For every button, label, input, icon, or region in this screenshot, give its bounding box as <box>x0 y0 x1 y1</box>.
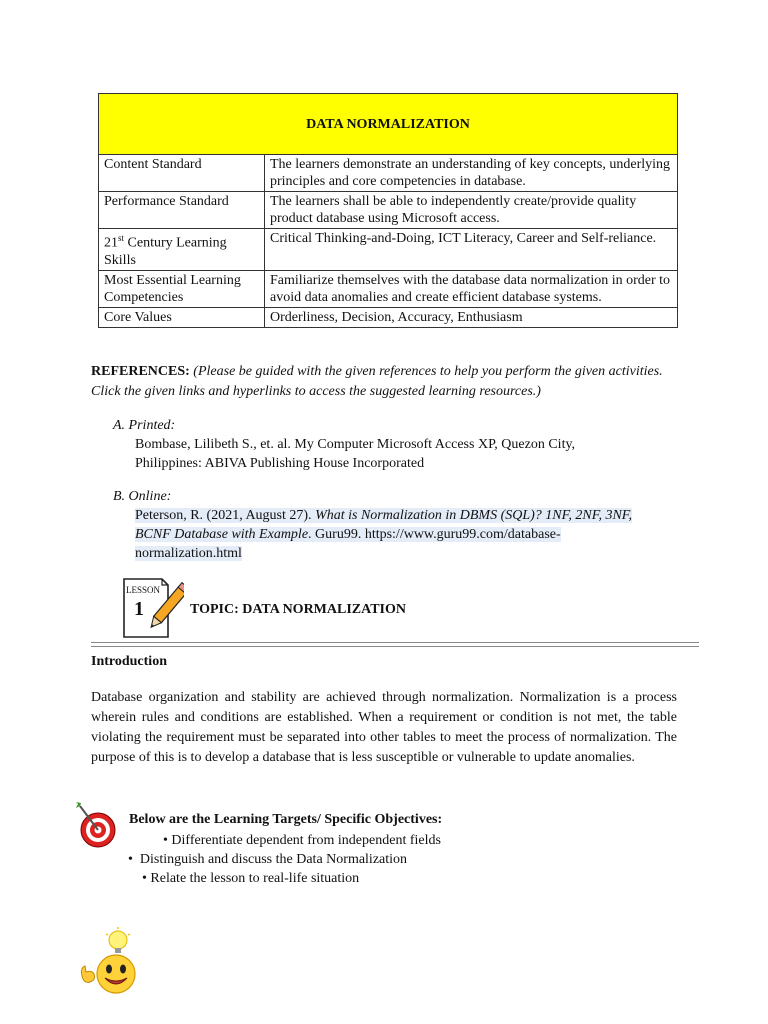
list-item: • Differentiate dependent from independent fields <box>163 833 441 848</box>
table-row <box>99 192 678 229</box>
table-row <box>99 270 678 307</box>
table-row <box>99 307 678 327</box>
row-label: Performance Standard <box>99 192 265 229</box>
topic-heading: TOPIC: DATA NORMALIZATION <box>190 602 406 617</box>
table-title: DATA NORMALIZATION <box>99 94 678 155</box>
row-label: Core Values <box>99 307 265 327</box>
lesson-notebook-icon <box>120 575 184 639</box>
list-item-text: Distinguish and discuss the Data Normalization <box>139 852 408 867</box>
citation-author: Peterson, R. (2021, August 27). <box>135 508 316 523</box>
divider <box>91 642 699 643</box>
citation-link[interactable]: . Guru99. https://www.guru99.com/database-normalization.html <box>135 527 561 561</box>
lesson-badge-text: LESSON <box>126 585 161 595</box>
row-value: The learners shall be able to independently create/provide quality product database using Microsoft access. <box>265 192 678 229</box>
list-item-text: Differentiate dependent from independent fields <box>171 833 441 848</box>
row-value: Orderliness, Decision, Accuracy, Enthusiasm <box>265 307 678 327</box>
introduction-body: Database organization and stability are achieved through normalization. Normalization is a process wherein rules and conditions are established. When a requirement or condition is not met, the table violating the requirement must be separated into other tables to meet the process of normalization. The purpose of this is to develop a database that is less susceptible or vulnerable to update anomalies. <box>91 690 677 765</box>
label-superscript: st <box>118 233 125 243</box>
table-row <box>99 155 678 192</box>
label-number: 21 <box>104 235 118 251</box>
references-note: (Please be guided with the given references to help you perform the given activities. Click the given links and hyperlinks to access the suggested learning resources.) <box>91 364 663 399</box>
printed-label: A. Printed: <box>113 418 176 433</box>
standards-table <box>98 93 678 328</box>
smiley-idea-icon <box>72 926 142 1000</box>
list-item: • Distinguish and discuss the Data Normalization <box>128 852 408 867</box>
references-paragraph <box>91 362 691 402</box>
row-value: Familiarize themselves with the database data normalization in order to avoid data anomalies and create efficient database systems. <box>265 270 678 307</box>
online-label: B. Online: <box>113 489 172 504</box>
introduction-heading: Introduction <box>91 654 167 669</box>
label-text: Century Learning Skills <box>104 235 227 268</box>
printed-reference <box>113 416 653 473</box>
divider <box>91 646 699 647</box>
online-reference <box>113 487 653 563</box>
online-citation[interactable] <box>113 506 653 563</box>
citation-title[interactable]: What is Normalization in DBMS (SQL)? 1NF, 2NF, 3NF, BCNF Database with Example <box>135 508 633 542</box>
row-value: Critical Thinking-and-Doing, ICT Literacy, Career and Self-reliance. <box>265 229 678 271</box>
target-icon <box>72 798 120 850</box>
row-label: Content Standard <box>99 155 265 192</box>
lesson-number: 1 <box>134 598 144 620</box>
list-item-text: Relate the lesson to real-life situation <box>150 871 360 886</box>
printed-line: Philippines: ABIVA Publishing House Incorporated <box>135 456 425 471</box>
references-heading: REFERENCES: <box>91 364 190 379</box>
learning-targets-heading: Below are the Learning Targets/ Specific Objectives: <box>129 812 443 827</box>
row-label <box>99 229 265 271</box>
list-item: • Relate the lesson to real-life situation <box>142 871 360 886</box>
printed-line: Bombase, Lilibeth S., et. al. My Computer Microsoft Access XP, Quezon City, <box>135 437 576 452</box>
row-label: Most Essential Learning Competencies <box>99 270 265 307</box>
row-value: The learners demonstrate an understanding of key concepts, underlying principles and core competencies in database. <box>265 155 678 192</box>
table-row <box>99 229 678 271</box>
